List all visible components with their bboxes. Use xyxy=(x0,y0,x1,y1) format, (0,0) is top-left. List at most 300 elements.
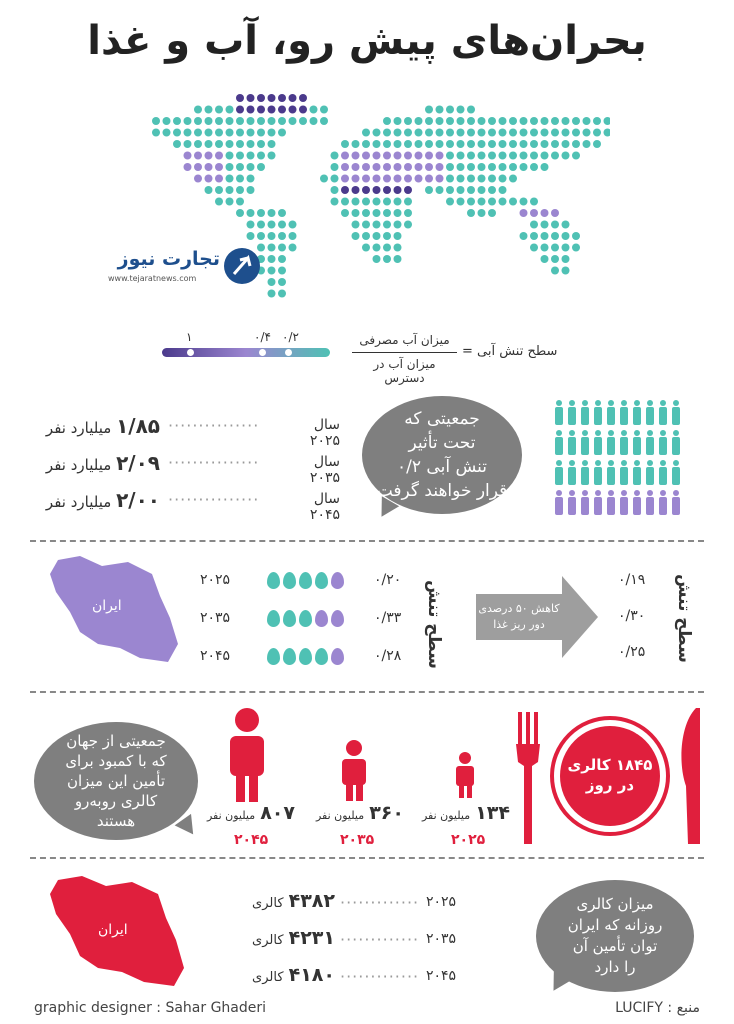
map-dot xyxy=(383,163,391,171)
map-dot xyxy=(436,140,444,148)
map-dot xyxy=(341,186,349,194)
map-dot xyxy=(205,106,213,114)
map-dot xyxy=(436,163,444,171)
map-dot xyxy=(488,117,496,125)
person-icon xyxy=(555,400,563,425)
water-stress-value: ۰/۳۳ xyxy=(374,610,402,626)
map-dot xyxy=(278,221,286,229)
map-dot xyxy=(173,129,181,137)
person-icon xyxy=(607,460,615,485)
map-dot xyxy=(488,129,496,137)
map-dot xyxy=(215,175,223,183)
map-dot xyxy=(467,129,475,137)
map-dot xyxy=(331,152,339,160)
map-dot xyxy=(415,152,423,160)
map-dot xyxy=(520,198,528,206)
map-dot xyxy=(436,129,444,137)
map-dot xyxy=(205,163,213,171)
map-dot xyxy=(383,209,391,217)
water-year: ۲۰۴۵ xyxy=(200,648,231,664)
water-drop-icon xyxy=(267,572,280,589)
map-dot xyxy=(247,163,255,171)
water-drop-icon xyxy=(315,610,328,627)
map-dot xyxy=(478,209,486,217)
map-dot xyxy=(394,244,402,252)
map-dot xyxy=(446,140,454,148)
map-dot xyxy=(373,186,381,194)
map-dot xyxy=(226,106,234,114)
person-icon xyxy=(633,460,641,485)
map-dot xyxy=(257,221,265,229)
reduced-values xyxy=(610,570,670,670)
person-icon xyxy=(633,490,641,515)
map-dot xyxy=(194,163,202,171)
map-dot xyxy=(551,267,559,275)
map-dot xyxy=(551,140,559,148)
footer-source: منبع : LUCIFY xyxy=(615,1000,700,1016)
calorie-value: ۴۱۸۰ کالری xyxy=(252,964,335,986)
map-dot xyxy=(289,94,297,102)
water-drop-icon xyxy=(299,648,312,665)
reduced-value: ۰/۱۹ xyxy=(618,572,646,588)
calorie-value: ۴۲۳۱ کالری xyxy=(252,927,335,949)
map-dot xyxy=(373,209,381,217)
formula-line xyxy=(352,352,457,353)
legend-tick: ۰/۴ xyxy=(254,330,271,344)
person-icon xyxy=(581,400,589,425)
reduction-arrow: کاهش ۵۰ درصدی دور ریز غذا xyxy=(476,594,562,640)
map-dot xyxy=(499,186,507,194)
map-dot xyxy=(331,198,339,206)
map-dot xyxy=(541,117,549,125)
formula-numerator: میزان آب مصرفی xyxy=(359,333,450,347)
map-dot xyxy=(215,140,223,148)
map-dot xyxy=(320,175,328,183)
map-dot xyxy=(509,163,517,171)
map-dot xyxy=(362,152,370,160)
map-dot xyxy=(268,117,276,125)
map-dot xyxy=(310,117,318,125)
map-dot xyxy=(572,140,580,148)
person-icon-medium xyxy=(342,740,366,801)
water-drop-icon xyxy=(331,610,344,627)
map-dot xyxy=(457,129,465,137)
map-dot xyxy=(268,209,276,217)
map-dot xyxy=(383,232,391,240)
map-dot xyxy=(404,175,412,183)
person-icon xyxy=(646,430,654,455)
map-dot xyxy=(478,140,486,148)
map-dot xyxy=(499,152,507,160)
map-dot xyxy=(373,255,381,263)
map-dot xyxy=(362,221,370,229)
water-drop-icon xyxy=(315,648,328,665)
map-dot xyxy=(352,152,360,160)
map-dot xyxy=(478,117,486,125)
map-dot xyxy=(541,221,549,229)
tick-dot xyxy=(187,349,194,356)
map-dot xyxy=(257,129,265,137)
map-dot xyxy=(404,221,412,229)
map-dot xyxy=(268,290,276,298)
map-dot xyxy=(236,186,244,194)
map-dot xyxy=(362,140,370,148)
map-dot xyxy=(184,163,192,171)
logo-url: www.tejaratnews.com xyxy=(108,274,197,283)
map-dot xyxy=(352,209,360,217)
map-dot xyxy=(289,232,297,240)
person-icon xyxy=(594,460,602,485)
map-dot xyxy=(268,232,276,240)
legend-tick: ۱ xyxy=(186,330,193,344)
dotted-leader: ············· xyxy=(340,893,420,912)
water-drop-icon xyxy=(283,648,296,665)
person-icon xyxy=(568,400,576,425)
dotted-leader: ············· xyxy=(340,967,420,986)
map-dot xyxy=(394,232,402,240)
map-dot xyxy=(184,129,192,137)
map-dot xyxy=(499,117,507,125)
person-icon-small xyxy=(456,752,474,798)
map-dot xyxy=(520,129,528,137)
map-dot xyxy=(404,198,412,206)
map-dot xyxy=(562,140,570,148)
map-dot xyxy=(394,152,402,160)
tick-dot xyxy=(285,349,292,356)
map-dot xyxy=(215,152,223,160)
map-dot xyxy=(457,106,465,114)
map-dot xyxy=(551,232,559,240)
map-dot xyxy=(152,117,160,125)
map-dot xyxy=(509,198,517,206)
tick-dot xyxy=(259,349,266,356)
map-dot xyxy=(226,198,234,206)
drop-row xyxy=(264,610,344,631)
map-dot xyxy=(194,129,202,137)
world-row-year: سال ۲۰۲۵ xyxy=(309,417,340,449)
water-drop-icon xyxy=(331,572,344,589)
stress-axis-label-reduced: سطح تنش xyxy=(674,574,694,663)
map-dot xyxy=(467,175,475,183)
map-dot xyxy=(436,152,444,160)
map-dot xyxy=(520,163,528,171)
map-dot xyxy=(593,129,601,137)
map-dot xyxy=(425,117,433,125)
people-value: ۱۳۴ میلیون نفر xyxy=(421,802,510,824)
map-dot xyxy=(226,175,234,183)
section-divider xyxy=(30,857,704,859)
map-dot xyxy=(362,175,370,183)
map-dot xyxy=(562,152,570,160)
map-dot xyxy=(551,255,559,263)
map-dot xyxy=(278,94,286,102)
map-dot xyxy=(404,209,412,217)
map-dot xyxy=(247,117,255,125)
map-dot xyxy=(247,129,255,137)
dotted-leader: ············· xyxy=(340,930,420,949)
calorie-value: ۴۳۸۲ کالری xyxy=(252,890,335,912)
map-dot xyxy=(415,117,423,125)
stress-axis-label: سطح تنش xyxy=(424,580,444,669)
map-dot xyxy=(478,163,486,171)
person-icon xyxy=(555,430,563,455)
map-dot xyxy=(530,152,538,160)
person-icon xyxy=(672,490,680,515)
person-icon xyxy=(620,490,628,515)
map-dot xyxy=(562,244,570,252)
person-icon xyxy=(581,430,589,455)
map-dot xyxy=(446,117,454,125)
arrow-head xyxy=(562,576,598,658)
map-dot xyxy=(268,129,276,137)
iran-calorie-bubble: میزان کالری روزانه که ایران توان تأمین آن را دارد xyxy=(536,880,694,992)
map-dot xyxy=(572,117,580,125)
map-dot xyxy=(446,175,454,183)
person-icon xyxy=(672,400,680,425)
iran-map-label: ایران xyxy=(98,922,128,938)
map-dot xyxy=(215,117,223,125)
person-icon xyxy=(633,400,641,425)
map-dot xyxy=(467,106,475,114)
map-dot xyxy=(194,117,202,125)
map-dot xyxy=(383,255,391,263)
map-dot xyxy=(215,129,223,137)
map-dot xyxy=(478,198,486,206)
person-icon xyxy=(555,460,563,485)
map-dot xyxy=(436,106,444,114)
map-dot xyxy=(163,129,171,137)
map-dot xyxy=(541,255,549,263)
map-dot xyxy=(383,244,391,252)
map-dot xyxy=(257,209,265,217)
map-dot xyxy=(551,129,559,137)
water-drop-icon xyxy=(299,572,312,589)
map-dot xyxy=(509,117,517,125)
map-dot xyxy=(394,175,402,183)
map-dot xyxy=(215,198,223,206)
person-icon xyxy=(568,490,576,515)
map-dot xyxy=(457,198,465,206)
map-dot xyxy=(268,94,276,102)
map-dot xyxy=(415,140,423,148)
map-dot xyxy=(247,152,255,160)
water-drop-icon xyxy=(315,572,328,589)
world-stress-bubble: جمعیتی که تحت تأثیر تنش آبی ۰/۲ قرار خواهند گرفت xyxy=(362,396,522,514)
map-dot xyxy=(394,209,402,217)
map-dot xyxy=(446,152,454,160)
map-dot xyxy=(205,140,213,148)
formula-denominator: میزان آب در دسترس xyxy=(373,357,436,385)
person-icon xyxy=(659,460,667,485)
person-icon xyxy=(607,490,615,515)
map-dot xyxy=(530,140,538,148)
map-dot xyxy=(268,267,276,275)
map-dot xyxy=(278,209,286,217)
footer-designer: graphic designer : Sahar Ghaderi xyxy=(34,1000,267,1016)
map-dot xyxy=(415,175,423,183)
map-dot xyxy=(446,129,454,137)
person-icon xyxy=(620,400,628,425)
map-dot xyxy=(289,117,297,125)
map-dot xyxy=(352,221,360,229)
water-stress-value: ۰/۲۰ xyxy=(374,572,402,588)
map-dot xyxy=(467,163,475,171)
map-dot xyxy=(404,163,412,171)
map-dot xyxy=(373,163,381,171)
map-dot xyxy=(236,198,244,206)
map-dot xyxy=(488,186,496,194)
person-icon xyxy=(620,430,628,455)
people-year: ۲۰۴۵ xyxy=(234,832,269,848)
water-drop-icon xyxy=(267,610,280,627)
map-dot xyxy=(551,152,559,160)
map-dot xyxy=(530,163,538,171)
person-icon xyxy=(646,400,654,425)
dotted-leader: ··············· xyxy=(168,453,260,472)
map-dot xyxy=(268,106,276,114)
map-dot xyxy=(383,221,391,229)
map-dot xyxy=(278,290,286,298)
logo-icon xyxy=(224,248,260,284)
map-dot xyxy=(247,140,255,148)
map-dot xyxy=(383,140,391,148)
water-drop-icon xyxy=(331,648,344,665)
map-dot xyxy=(478,152,486,160)
map-dot xyxy=(467,186,475,194)
map-dot xyxy=(257,163,265,171)
logo-name: تجارت نیوز xyxy=(117,248,220,270)
map-dot xyxy=(520,140,528,148)
map-dot xyxy=(436,117,444,125)
map-dot xyxy=(530,244,538,252)
person-icon xyxy=(581,460,589,485)
map-dot xyxy=(278,244,286,252)
calorie-year: ۲۰۴۵ xyxy=(426,968,457,984)
person-icon xyxy=(607,430,615,455)
map-dot xyxy=(383,117,391,125)
map-dot xyxy=(425,186,433,194)
map-dot xyxy=(194,175,202,183)
map-dot xyxy=(152,129,160,137)
person-icon xyxy=(607,400,615,425)
map-dot xyxy=(520,232,528,240)
map-dot xyxy=(446,186,454,194)
person-icon xyxy=(646,460,654,485)
map-dot xyxy=(341,152,349,160)
map-dot xyxy=(499,198,507,206)
map-dot xyxy=(404,140,412,148)
map-dot xyxy=(541,129,549,137)
map-dot xyxy=(457,117,465,125)
map-dot xyxy=(583,117,591,125)
map-dot xyxy=(236,106,244,114)
map-dot xyxy=(341,175,349,183)
map-dot xyxy=(467,152,475,160)
map-dot xyxy=(541,209,549,217)
person-icon xyxy=(672,430,680,455)
map-dot xyxy=(509,140,517,148)
drop-row xyxy=(264,648,344,669)
water-year: ۲۰۳۵ xyxy=(200,610,231,626)
map-dot xyxy=(425,163,433,171)
person-icon xyxy=(581,490,589,515)
map-dot xyxy=(488,209,496,217)
map-dot xyxy=(257,117,265,125)
map-dot xyxy=(478,186,486,194)
people-year: ۲۰۳۵ xyxy=(340,832,375,848)
map-dot xyxy=(236,129,244,137)
map-dot xyxy=(436,186,444,194)
map-dot xyxy=(362,232,370,240)
calorie-year: ۲۰۳۵ xyxy=(426,931,457,947)
map-dot xyxy=(247,232,255,240)
map-dot xyxy=(572,232,580,240)
map-dot xyxy=(488,163,496,171)
map-dot xyxy=(404,129,412,137)
map-dot xyxy=(562,255,570,263)
map-dot xyxy=(247,221,255,229)
map-dot xyxy=(362,209,370,217)
map-dot xyxy=(404,117,412,125)
map-dot xyxy=(268,255,276,263)
map-dot xyxy=(562,221,570,229)
map-dot xyxy=(268,244,276,252)
map-dot xyxy=(341,198,349,206)
map-dot xyxy=(530,198,538,206)
map-dot xyxy=(509,175,517,183)
map-dot xyxy=(194,106,202,114)
world-row-value: ۲/۰۰ میلیارد نفر xyxy=(45,488,160,512)
map-dot xyxy=(541,152,549,160)
calorie-year: ۲۰۲۵ xyxy=(426,894,457,910)
person-icon xyxy=(568,430,576,455)
map-dot xyxy=(467,198,475,206)
map-dot xyxy=(415,163,423,171)
map-dot xyxy=(572,152,580,160)
people-figures xyxy=(222,706,492,806)
person-icon xyxy=(646,490,654,515)
map-dot xyxy=(226,152,234,160)
map-dot xyxy=(457,163,465,171)
drop-row xyxy=(264,572,344,593)
map-dot xyxy=(236,163,244,171)
map-dot xyxy=(362,163,370,171)
map-dot xyxy=(404,186,412,194)
map-dot xyxy=(541,163,549,171)
map-dot xyxy=(499,129,507,137)
map-dot xyxy=(268,140,276,148)
map-dot xyxy=(467,140,475,148)
map-dot xyxy=(383,186,391,194)
map-dot xyxy=(551,209,559,217)
map-dot xyxy=(530,221,538,229)
map-dot xyxy=(373,129,381,137)
map-dot xyxy=(541,232,549,240)
map-dot xyxy=(583,140,591,148)
map-dot xyxy=(289,106,297,114)
calorie-shortage-bubble: جمعیتی از جهان که با کمبود برای تأمین این میزان کالری روبه‌رو هستند xyxy=(34,722,198,840)
map-dot xyxy=(247,186,255,194)
map-dot xyxy=(383,129,391,137)
dotted-leader: ··············· xyxy=(168,416,260,435)
map-dot xyxy=(173,117,181,125)
dotted-leader: ··············· xyxy=(168,490,260,509)
map-dot xyxy=(257,94,265,102)
formula-label: سطح تنش آبی = xyxy=(462,344,558,359)
map-dot xyxy=(373,221,381,229)
map-dot xyxy=(394,221,402,229)
map-dot xyxy=(205,175,213,183)
